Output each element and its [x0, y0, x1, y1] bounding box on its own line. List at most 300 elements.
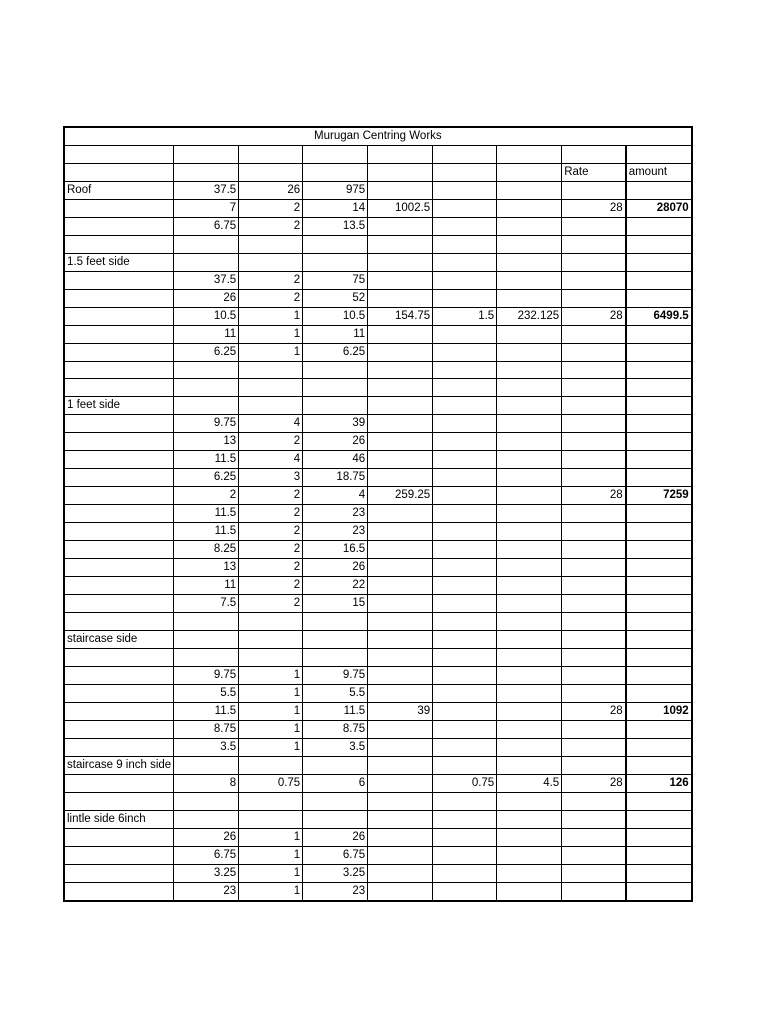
cell[interactable]: 8.75 — [303, 720, 368, 738]
cell[interactable]: 26 — [303, 828, 368, 846]
cell[interactable] — [497, 720, 562, 738]
cell[interactable]: 2 — [174, 487, 239, 505]
cell[interactable] — [368, 577, 433, 595]
cell[interactable] — [433, 487, 497, 505]
cell[interactable] — [433, 648, 497, 666]
rate-cell[interactable] — [562, 595, 626, 613]
cell[interactable] — [368, 181, 433, 199]
cell[interactable]: 11.5 — [174, 523, 239, 541]
cell[interactable] — [174, 253, 239, 271]
cell[interactable] — [64, 666, 174, 684]
cell[interactable]: 0.75 — [433, 774, 497, 792]
cell[interactable] — [497, 469, 562, 487]
cell[interactable] — [368, 864, 433, 882]
cell[interactable] — [368, 523, 433, 541]
cell[interactable] — [239, 613, 303, 631]
rate-cell[interactable] — [562, 648, 626, 666]
cell[interactable]: 1002.5 — [368, 199, 433, 217]
cell[interactable] — [64, 774, 174, 792]
cell[interactable] — [497, 541, 562, 559]
cell[interactable] — [174, 630, 239, 648]
amount-cell[interactable] — [626, 882, 692, 901]
cell[interactable] — [303, 397, 368, 415]
cell[interactable] — [64, 199, 174, 217]
cell[interactable] — [368, 235, 433, 253]
cell[interactable]: 3.5 — [303, 738, 368, 756]
cell[interactable] — [497, 181, 562, 199]
rate-cell[interactable] — [562, 235, 626, 253]
cell[interactable] — [497, 343, 562, 361]
cell[interactable] — [433, 864, 497, 882]
cell[interactable] — [497, 253, 562, 271]
cell[interactable]: 11 — [303, 325, 368, 343]
amount-cell[interactable] — [626, 505, 692, 523]
rate-cell[interactable] — [562, 523, 626, 541]
cell[interactable]: 1 — [239, 738, 303, 756]
cell[interactable]: 6 — [303, 774, 368, 792]
cell[interactable] — [497, 648, 562, 666]
cell[interactable] — [303, 235, 368, 253]
cell[interactable] — [368, 684, 433, 702]
section-label-cell[interactable]: staircase 9 inch side — [64, 756, 174, 774]
cell[interactable] — [64, 864, 174, 882]
amount-cell[interactable] — [626, 613, 692, 631]
cell[interactable] — [64, 415, 174, 433]
rate-cell[interactable] — [562, 828, 626, 846]
cell[interactable] — [174, 613, 239, 631]
cell[interactable] — [368, 756, 433, 774]
cell[interactable]: 2 — [239, 595, 303, 613]
cell[interactable] — [368, 613, 433, 631]
rate-cell[interactable] — [562, 343, 626, 361]
rate-cell[interactable] — [562, 415, 626, 433]
cell[interactable]: 3.25 — [174, 864, 239, 882]
amount-cell[interactable] — [626, 325, 692, 343]
cell[interactable] — [239, 379, 303, 397]
rate-cell[interactable] — [562, 541, 626, 559]
rate-cell[interactable] — [562, 146, 626, 164]
cell[interactable] — [174, 146, 239, 164]
rate-cell[interactable] — [562, 451, 626, 469]
cell[interactable] — [368, 361, 433, 379]
rate-cell[interactable]: 28 — [562, 307, 626, 325]
section-label-cell[interactable]: 1.5 feet side — [64, 253, 174, 271]
cell[interactable] — [64, 648, 174, 666]
amount-cell[interactable] — [626, 469, 692, 487]
cell[interactable]: 11.5 — [174, 702, 239, 720]
rate-cell[interactable] — [562, 559, 626, 577]
cell[interactable] — [64, 505, 174, 523]
rate-cell[interactable] — [562, 882, 626, 901]
cell[interactable]: 154.75 — [368, 307, 433, 325]
cell[interactable] — [497, 487, 562, 505]
cell[interactable] — [433, 577, 497, 595]
rate-cell[interactable]: Rate — [562, 163, 626, 181]
amount-cell[interactable] — [626, 559, 692, 577]
cell[interactable] — [497, 738, 562, 756]
cell[interactable]: 8.25 — [174, 541, 239, 559]
cell[interactable] — [433, 792, 497, 810]
cell[interactable] — [368, 828, 433, 846]
cell[interactable] — [433, 630, 497, 648]
cell[interactable]: 9.75 — [303, 666, 368, 684]
cell[interactable]: 4 — [303, 487, 368, 505]
cell[interactable]: 4 — [239, 415, 303, 433]
cell[interactable] — [368, 451, 433, 469]
cell[interactable]: 7.5 — [174, 595, 239, 613]
cell[interactable] — [64, 882, 174, 901]
cell[interactable]: 39 — [303, 415, 368, 433]
cell[interactable] — [497, 792, 562, 810]
cell[interactable] — [433, 595, 497, 613]
section-label-cell[interactable]: staircase side — [64, 630, 174, 648]
rate-cell[interactable] — [562, 217, 626, 235]
cell[interactable] — [64, 792, 174, 810]
amount-cell[interactable]: 1092 — [626, 702, 692, 720]
rate-cell[interactable] — [562, 271, 626, 289]
cell[interactable] — [174, 792, 239, 810]
amount-cell[interactable] — [626, 810, 692, 828]
cell[interactable]: 259.25 — [368, 487, 433, 505]
cell[interactable]: 6.75 — [174, 846, 239, 864]
cell[interactable]: 14 — [303, 199, 368, 217]
cell[interactable] — [303, 361, 368, 379]
cell[interactable]: 18.75 — [303, 469, 368, 487]
rate-cell[interactable] — [562, 379, 626, 397]
cell[interactable] — [239, 630, 303, 648]
cell[interactable] — [433, 415, 497, 433]
cell[interactable] — [174, 163, 239, 181]
cell[interactable]: 10.5 — [303, 307, 368, 325]
amount-cell[interactable] — [626, 846, 692, 864]
cell[interactable]: 2 — [239, 559, 303, 577]
cell[interactable]: 975 — [303, 181, 368, 199]
cell[interactable]: 8 — [174, 774, 239, 792]
cell[interactable] — [368, 433, 433, 451]
cell[interactable] — [303, 379, 368, 397]
cell[interactable]: 2 — [239, 505, 303, 523]
amount-cell[interactable]: 6499.5 — [626, 307, 692, 325]
cell[interactable]: 1 — [239, 702, 303, 720]
rate-cell[interactable] — [562, 864, 626, 882]
cell[interactable]: 23 — [303, 523, 368, 541]
amount-cell[interactable] — [626, 379, 692, 397]
cell[interactable]: 5.5 — [174, 684, 239, 702]
cell[interactable]: 6.75 — [174, 217, 239, 235]
cell[interactable] — [239, 146, 303, 164]
cell[interactable] — [303, 146, 368, 164]
amount-cell[interactable] — [626, 397, 692, 415]
cell[interactable]: 52 — [303, 289, 368, 307]
cell[interactable] — [433, 271, 497, 289]
cell[interactable] — [303, 810, 368, 828]
cell[interactable] — [239, 648, 303, 666]
cell[interactable]: 15 — [303, 595, 368, 613]
cell[interactable] — [174, 397, 239, 415]
cell[interactable] — [433, 756, 497, 774]
cell[interactable]: 10.5 — [174, 307, 239, 325]
cell[interactable] — [368, 379, 433, 397]
cell[interactable] — [239, 810, 303, 828]
cell[interactable] — [433, 684, 497, 702]
amount-cell[interactable] — [626, 523, 692, 541]
rate-cell[interactable] — [562, 289, 626, 307]
cell[interactable] — [64, 271, 174, 289]
rate-cell[interactable] — [562, 577, 626, 595]
cell[interactable] — [64, 487, 174, 505]
cell[interactable]: 232.125 — [497, 307, 562, 325]
cell[interactable] — [64, 684, 174, 702]
cell[interactable]: 3.25 — [303, 864, 368, 882]
cell[interactable] — [433, 181, 497, 199]
cell[interactable] — [368, 253, 433, 271]
cell[interactable] — [433, 361, 497, 379]
rate-cell[interactable] — [562, 810, 626, 828]
amount-cell[interactable]: 126 — [626, 774, 692, 792]
cell[interactable]: 2 — [239, 289, 303, 307]
cell[interactable]: 11.5 — [174, 451, 239, 469]
amount-cell[interactable] — [626, 181, 692, 199]
cell[interactable] — [368, 810, 433, 828]
cell[interactable] — [433, 613, 497, 631]
amount-cell[interactable] — [626, 738, 692, 756]
cell[interactable] — [64, 846, 174, 864]
cell[interactable]: 23 — [303, 882, 368, 901]
cell[interactable] — [368, 505, 433, 523]
rate-cell[interactable] — [562, 433, 626, 451]
cell[interactable] — [433, 505, 497, 523]
cell[interactable] — [497, 559, 562, 577]
cell[interactable] — [368, 325, 433, 343]
cell[interactable]: 1.5 — [433, 307, 497, 325]
cell[interactable]: 6.25 — [303, 343, 368, 361]
cell[interactable] — [174, 756, 239, 774]
rate-cell[interactable] — [562, 846, 626, 864]
cell[interactable]: 2 — [239, 271, 303, 289]
cell[interactable] — [368, 846, 433, 864]
cell[interactable] — [433, 720, 497, 738]
amount-cell[interactable] — [626, 253, 692, 271]
amount-cell[interactable] — [626, 864, 692, 882]
cell[interactable]: 1 — [239, 864, 303, 882]
cell[interactable] — [239, 163, 303, 181]
amount-cell[interactable] — [626, 828, 692, 846]
cell[interactable] — [64, 469, 174, 487]
cell[interactable] — [497, 846, 562, 864]
cell[interactable] — [497, 828, 562, 846]
cell[interactable]: 37.5 — [174, 181, 239, 199]
cell[interactable]: 1 — [239, 828, 303, 846]
rate-cell[interactable] — [562, 720, 626, 738]
rate-cell[interactable] — [562, 361, 626, 379]
cell[interactable] — [174, 361, 239, 379]
cell[interactable]: 23 — [303, 505, 368, 523]
cell[interactable] — [368, 146, 433, 164]
cell[interactable]: 26 — [303, 559, 368, 577]
cell[interactable]: 2 — [239, 523, 303, 541]
cell[interactable] — [497, 523, 562, 541]
cell[interactable] — [433, 217, 497, 235]
cell[interactable] — [497, 451, 562, 469]
cell[interactable]: 1 — [239, 846, 303, 864]
cell[interactable]: 1 — [239, 325, 303, 343]
cell[interactable] — [433, 199, 497, 217]
amount-cell[interactable] — [626, 289, 692, 307]
cell[interactable] — [303, 630, 368, 648]
cell[interactable] — [64, 343, 174, 361]
cell[interactable] — [368, 666, 433, 684]
sheet-title[interactable]: Murugan Centring Works — [64, 127, 692, 146]
cell[interactable] — [433, 469, 497, 487]
cell[interactable] — [497, 397, 562, 415]
amount-cell[interactable] — [626, 577, 692, 595]
cell[interactable] — [303, 163, 368, 181]
rate-cell[interactable] — [562, 613, 626, 631]
cell[interactable] — [64, 702, 174, 720]
cell[interactable] — [433, 541, 497, 559]
cell[interactable] — [239, 235, 303, 253]
cell[interactable] — [433, 325, 497, 343]
cell[interactable] — [368, 541, 433, 559]
cell[interactable]: 37.5 — [174, 271, 239, 289]
cell[interactable]: 6.25 — [174, 343, 239, 361]
cell[interactable]: 26 — [174, 289, 239, 307]
cell[interactable] — [239, 361, 303, 379]
cell[interactable]: 11 — [174, 325, 239, 343]
cell[interactable]: 16.5 — [303, 541, 368, 559]
rate-cell[interactable] — [562, 684, 626, 702]
rate-cell[interactable] — [562, 325, 626, 343]
cell[interactable] — [497, 630, 562, 648]
rate-cell[interactable]: 28 — [562, 774, 626, 792]
cell[interactable] — [64, 559, 174, 577]
cell[interactable]: 1 — [239, 720, 303, 738]
cell[interactable] — [497, 415, 562, 433]
amount-cell[interactable] — [626, 217, 692, 235]
cell[interactable] — [497, 433, 562, 451]
cell[interactable]: 75 — [303, 271, 368, 289]
cell[interactable] — [497, 577, 562, 595]
amount-cell[interactable] — [626, 146, 692, 164]
amount-cell[interactable] — [626, 415, 692, 433]
amount-cell[interactable] — [626, 433, 692, 451]
cell[interactable]: 23 — [174, 882, 239, 901]
cell[interactable]: 4.5 — [497, 774, 562, 792]
cell[interactable]: 13.5 — [303, 217, 368, 235]
cell[interactable]: 7 — [174, 199, 239, 217]
cell[interactable] — [64, 325, 174, 343]
cell[interactable] — [433, 846, 497, 864]
cell[interactable]: 2 — [239, 217, 303, 235]
amount-cell[interactable] — [626, 595, 692, 613]
rate-cell[interactable] — [562, 469, 626, 487]
cell[interactable] — [433, 882, 497, 901]
cell[interactable] — [64, 217, 174, 235]
cell[interactable] — [239, 756, 303, 774]
cell[interactable] — [497, 756, 562, 774]
cell[interactable] — [368, 271, 433, 289]
cell[interactable] — [239, 792, 303, 810]
cell[interactable]: 26 — [174, 828, 239, 846]
cell[interactable] — [433, 146, 497, 164]
cell[interactable] — [368, 343, 433, 361]
rate-cell[interactable] — [562, 630, 626, 648]
rate-cell[interactable]: 28 — [562, 487, 626, 505]
cell[interactable] — [497, 702, 562, 720]
cell[interactable]: 1 — [239, 343, 303, 361]
cell[interactable] — [64, 235, 174, 253]
amount-cell[interactable] — [626, 684, 692, 702]
amount-cell[interactable] — [626, 720, 692, 738]
cell[interactable] — [64, 146, 174, 164]
section-label-cell[interactable]: lintle side 6inch — [64, 810, 174, 828]
cell[interactable] — [433, 379, 497, 397]
cell[interactable] — [174, 235, 239, 253]
cell[interactable]: 0.75 — [239, 774, 303, 792]
cell[interactable]: 2 — [239, 199, 303, 217]
rate-cell[interactable] — [562, 505, 626, 523]
cell[interactable] — [497, 613, 562, 631]
amount-cell[interactable] — [626, 343, 692, 361]
section-label-cell[interactable]: 1 feet side — [64, 397, 174, 415]
cell[interactable]: 6.25 — [174, 469, 239, 487]
cell[interactable] — [64, 738, 174, 756]
cell[interactable] — [497, 271, 562, 289]
amount-cell[interactable] — [626, 756, 692, 774]
cell[interactable] — [368, 559, 433, 577]
cell[interactable] — [174, 810, 239, 828]
cell[interactable] — [497, 361, 562, 379]
cell[interactable] — [64, 361, 174, 379]
cell[interactable] — [497, 505, 562, 523]
cell[interactable] — [64, 163, 174, 181]
cell[interactable] — [174, 379, 239, 397]
cell[interactable]: 26 — [303, 433, 368, 451]
cell[interactable] — [433, 828, 497, 846]
rate-cell[interactable] — [562, 738, 626, 756]
cell[interactable]: 8.75 — [174, 720, 239, 738]
amount-cell[interactable] — [626, 792, 692, 810]
rate-cell[interactable] — [562, 666, 626, 684]
cell[interactable] — [497, 325, 562, 343]
amount-cell[interactable]: 7259 — [626, 487, 692, 505]
rate-cell[interactable] — [562, 397, 626, 415]
rate-cell[interactable]: 28 — [562, 199, 626, 217]
cell[interactable] — [303, 613, 368, 631]
cell[interactable] — [433, 343, 497, 361]
cell[interactable]: Roof — [64, 181, 174, 199]
rate-cell[interactable] — [562, 756, 626, 774]
amount-cell[interactable]: 28070 — [626, 199, 692, 217]
cell[interactable] — [368, 774, 433, 792]
cell[interactable]: 26 — [239, 181, 303, 199]
cell[interactable]: 3 — [239, 469, 303, 487]
cell[interactable]: 13 — [174, 559, 239, 577]
cell[interactable] — [497, 379, 562, 397]
cell[interactable]: 22 — [303, 577, 368, 595]
cell[interactable]: 2 — [239, 541, 303, 559]
cell[interactable]: 2 — [239, 487, 303, 505]
cell[interactable] — [433, 666, 497, 684]
amount-cell[interactable] — [626, 541, 692, 559]
cell[interactable] — [433, 559, 497, 577]
cell[interactable]: 5.5 — [303, 684, 368, 702]
amount-cell[interactable] — [626, 451, 692, 469]
cell[interactable] — [497, 235, 562, 253]
amount-cell[interactable] — [626, 630, 692, 648]
cell[interactable] — [497, 199, 562, 217]
amount-cell[interactable] — [626, 235, 692, 253]
